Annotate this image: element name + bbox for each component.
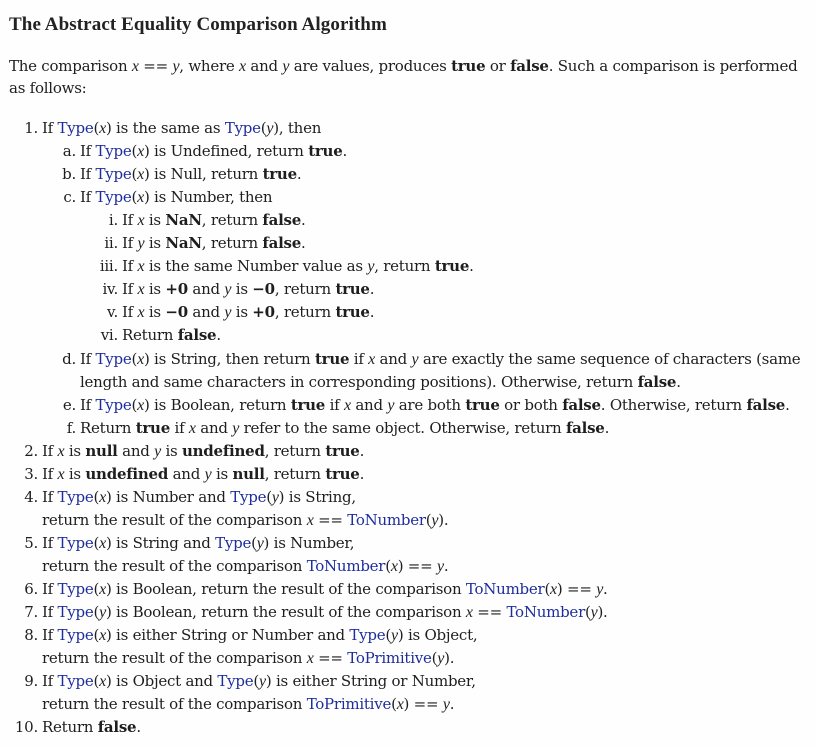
algorithm-step-line — [0, 556, 448, 577]
variable-y: y — [387, 396, 395, 414]
text-run: ) is String, — [278, 487, 356, 506]
text-run: are exactly the same sequence of characters (same — [418, 349, 801, 368]
intro-paragraph-continued — [9, 78, 86, 98]
variable-y: y — [204, 465, 212, 483]
keyword: true — [325, 464, 360, 483]
text-run: ) is Object, — [397, 626, 478, 645]
text-run: and — [168, 464, 205, 483]
variable-x: x — [99, 488, 106, 506]
text-run: . — [604, 418, 610, 437]
text-run: If — [80, 188, 96, 207]
text-run: refer to the same object. Otherwise, return — [239, 418, 566, 437]
type-link[interactable]: Type — [57, 626, 94, 645]
keyword: true — [451, 57, 486, 75]
variable-x: x — [343, 396, 351, 414]
variable-y: y — [154, 442, 161, 460]
algorithm-step-line — [0, 279, 374, 300]
type-link[interactable]: Type — [95, 349, 132, 368]
keyword: true — [290, 395, 326, 414]
tonumber-link[interactable]: ToNumber — [506, 603, 585, 622]
text-run: . — [301, 211, 306, 230]
variable-x: x — [131, 58, 139, 75]
text-run: If — [42, 603, 58, 622]
text-run: return the result of the comparison — [42, 556, 307, 575]
text-run: ( — [385, 626, 391, 645]
text-run: . — [443, 556, 449, 575]
variable-x: x — [137, 166, 144, 184]
step-marker: 5. — [24, 533, 38, 552]
text-run: is — [144, 303, 166, 322]
variable-x: x — [137, 396, 144, 414]
text-run: if — [349, 349, 369, 368]
tonumber-link[interactable]: ToNumber — [465, 580, 545, 598]
text-run: is — [144, 211, 166, 230]
text-run: as follows: — [9, 79, 87, 97]
variable-x: x — [99, 673, 106, 691]
text-run: ). — [438, 510, 449, 529]
step-marker: d. — [62, 349, 76, 368]
variable-x: x — [57, 442, 65, 460]
keyword: false — [510, 57, 549, 75]
text-run: ( — [253, 672, 259, 691]
text-run: return the result of the comparison — [42, 695, 307, 714]
text-run: If — [42, 580, 58, 598]
text-run: Return — [42, 718, 98, 737]
page-title: The Abstract Equality Comparison Algorithm — [9, 14, 387, 35]
text-run: ( — [131, 349, 138, 368]
keyword: false — [262, 211, 302, 230]
step-marker: 10. — [14, 718, 38, 737]
keyword: true — [308, 142, 343, 161]
text-run: ) is Number and — [105, 487, 231, 506]
text-run: ) == — [556, 580, 597, 598]
text-run: If — [122, 257, 138, 276]
text-run: , return — [201, 211, 263, 230]
keyword: true — [135, 418, 170, 437]
text-run: ( — [93, 119, 100, 137]
variable-y: y — [99, 604, 106, 622]
text-run: or — [485, 57, 511, 75]
keyword: false — [565, 418, 605, 437]
text-run: If — [122, 211, 138, 230]
text-run: If — [42, 533, 58, 552]
text-run: , return — [274, 280, 336, 299]
step-marker: 6. — [24, 580, 38, 598]
variable-x: x — [99, 120, 106, 137]
variable-y: y — [259, 673, 266, 691]
variable-y: y — [442, 696, 450, 714]
variable-y: y — [256, 534, 264, 552]
algorithm-step-line — [0, 625, 477, 646]
toprimitive-link[interactable]: ToPrimitive — [347, 649, 432, 668]
text-run: and — [350, 395, 388, 414]
text-run: ( — [93, 533, 100, 552]
variable-y: y — [590, 604, 598, 622]
algorithm-step-line — [0, 441, 364, 462]
text-run: , return — [264, 464, 326, 483]
text-run: Return — [80, 418, 136, 437]
text-run: ( — [93, 626, 100, 645]
text-run: is — [144, 280, 166, 299]
text-run: If — [80, 395, 96, 414]
algorithm-step-line — [0, 164, 301, 185]
keyword: true — [325, 441, 360, 460]
variable-x: x — [137, 212, 145, 230]
text-run: ) is Boolean, return — [143, 395, 291, 414]
variable-y: y — [172, 58, 180, 75]
text-run: is — [144, 234, 166, 253]
keyword: NaN — [165, 211, 202, 230]
variable-y: y — [137, 235, 145, 253]
variable-x: x — [137, 189, 144, 207]
algorithm-step-line — [0, 187, 272, 208]
text-run: ) is String and — [105, 533, 216, 552]
text-run: ) == — [403, 695, 443, 714]
variable-y: y — [411, 350, 419, 368]
type-link[interactable]: Type — [95, 188, 132, 207]
variable-x: x — [239, 58, 246, 75]
step-marker: e. — [62, 395, 76, 414]
text-run: , where — [179, 57, 240, 75]
text-run: . — [369, 280, 375, 299]
text-run: == — [138, 57, 173, 75]
text-run: ( — [266, 487, 272, 506]
text-run: or both — [499, 395, 563, 414]
text-run: . — [676, 372, 681, 391]
type-link[interactable]: Type — [215, 533, 252, 552]
text-run: ( — [93, 487, 100, 506]
type-link[interactable]: Type — [349, 626, 386, 645]
text-run: ). — [597, 603, 608, 622]
text-run: == — [472, 603, 507, 622]
variable-x: x — [306, 511, 314, 529]
variable-x: x — [99, 581, 106, 598]
type-link[interactable]: Type — [57, 487, 94, 506]
text-run: If — [42, 626, 58, 645]
variable-y: y — [232, 419, 240, 437]
variable-x: x — [99, 534, 106, 552]
keyword: false — [177, 326, 217, 345]
step-marker: b. — [62, 165, 76, 184]
text-run: ) is Number, then — [143, 188, 273, 207]
text-run: ( — [391, 695, 397, 714]
text-run: length and same characters in corresponding positions). Otherwise, return — [80, 372, 638, 391]
text-run: . — [369, 303, 375, 322]
type-link[interactable]: Type — [95, 395, 132, 414]
text-run: are both — [394, 395, 466, 414]
keyword: true — [335, 303, 370, 322]
text-run: If — [42, 119, 58, 137]
step-marker: iv. — [102, 280, 118, 299]
text-run: are values, produces — [289, 57, 452, 75]
text-run: ( — [131, 395, 138, 414]
algorithm-step-line — [0, 210, 306, 231]
text-run: ( — [131, 188, 138, 207]
variable-x: x — [368, 350, 376, 368]
variable-y: y — [391, 627, 398, 645]
variable-y: y — [436, 557, 444, 575]
text-run: . — [469, 257, 474, 276]
keyword: NaN — [165, 234, 202, 253]
algorithm-step-line — [0, 579, 608, 600]
type-link[interactable]: Type — [95, 142, 132, 161]
step-marker: vi. — [100, 326, 118, 345]
variable-x: x — [137, 304, 145, 322]
text-run: ( — [131, 142, 138, 161]
keyword: null — [232, 464, 265, 483]
text-run: and — [187, 280, 225, 299]
text-run: and — [245, 57, 283, 75]
keyword: false — [97, 718, 137, 737]
variable-x: x — [396, 696, 404, 714]
text-run: If — [42, 441, 58, 460]
algorithm-step-line — [0, 349, 800, 370]
text-run: ( — [93, 603, 100, 622]
step-marker: c. — [63, 188, 76, 207]
algorithm-step-line — [0, 141, 347, 162]
tonumber-link[interactable]: ToNumber — [306, 556, 386, 575]
step-marker: 2. — [24, 441, 38, 460]
keyword: false — [262, 234, 302, 253]
keyword: false — [746, 395, 786, 414]
keyword: true — [262, 165, 297, 184]
text-run: is — [231, 303, 253, 322]
text-run: . — [296, 165, 302, 184]
keyword: −0 — [252, 280, 275, 299]
keyword: false — [637, 372, 677, 391]
algorithm-step-line — [0, 533, 354, 554]
step-marker: 1. — [24, 119, 38, 137]
text-run: . — [301, 234, 306, 253]
text-run: , return — [201, 234, 263, 253]
text-run: . — [342, 142, 348, 161]
step-marker: ii. — [104, 234, 118, 253]
text-run: is the same Number value as — [144, 257, 368, 276]
algorithm-step-line — [0, 325, 221, 345]
text-run: ) is the same as — [105, 119, 225, 137]
type-link[interactable]: Type — [95, 165, 132, 184]
type-link[interactable]: Type — [224, 119, 261, 137]
variable-y: y — [271, 488, 279, 506]
algorithm-step-line — [0, 256, 474, 277]
intro-paragraph — [9, 56, 797, 77]
text-run: ) is either String or Number, — [265, 672, 476, 691]
keyword: true — [465, 395, 500, 414]
text-run: ) is either String or Number and — [105, 626, 350, 645]
text-run: Return — [122, 326, 178, 345]
algorithm-step-line — [0, 510, 448, 531]
algorithm-step-line — [0, 302, 374, 323]
text-run: ) is Boolean, return the result of the comparison — [105, 580, 466, 598]
text-run: ( — [385, 556, 391, 575]
step-marker: 7. — [24, 603, 38, 622]
type-link[interactable]: Type — [57, 119, 94, 137]
text-run: and — [117, 441, 155, 460]
variable-x: x — [137, 258, 145, 276]
type-link[interactable]: Type — [57, 603, 94, 622]
text-run: . Such a comparison is performed — [548, 57, 798, 75]
algorithm-step-line — [0, 418, 609, 439]
algorithm-step-line — [0, 118, 321, 139]
variable-y: y — [367, 258, 375, 276]
text-run: , return — [264, 441, 326, 460]
step-marker: 4. — [24, 487, 38, 506]
variable-x: x — [390, 557, 398, 575]
keyword: −0 — [165, 303, 188, 322]
text-run: ) is Boolean, return the result of the comparison — [105, 603, 466, 622]
keyword: true — [314, 349, 350, 368]
type-link[interactable]: Type — [230, 487, 267, 506]
algorithm-step-line — [0, 372, 681, 392]
variable-x: x — [137, 281, 145, 299]
text-run: return the result of the comparison — [42, 510, 307, 529]
variable-y: y — [437, 650, 445, 668]
variable-x: x — [550, 581, 557, 598]
text-run: ) is Number, — [263, 533, 355, 552]
text-run: ( — [431, 649, 438, 668]
text-run: ( — [93, 580, 100, 598]
text-run: is — [211, 464, 233, 483]
text-run: The comparison — [9, 57, 132, 75]
algorithm-step-line — [0, 395, 790, 416]
variable-x: x — [57, 465, 65, 483]
keyword: undefined — [182, 441, 265, 460]
text-run: and — [195, 418, 233, 437]
text-run: return the result of the comparison — [42, 649, 307, 668]
algorithm-step-line — [0, 464, 364, 485]
text-run: . — [216, 326, 221, 345]
text-run: is — [64, 441, 86, 460]
text-run: ( — [425, 510, 432, 529]
keyword: +0 — [252, 303, 275, 322]
text-run: ( — [93, 672, 100, 691]
text-run: . — [359, 441, 365, 460]
variable-y: y — [596, 581, 604, 598]
text-run: == — [313, 649, 348, 668]
text-run: If — [122, 280, 138, 299]
text-run: is — [64, 464, 86, 483]
text-run: , return — [274, 303, 336, 322]
text-run: If — [80, 165, 96, 184]
text-run: ) is Undefined, return — [143, 142, 309, 161]
type-link[interactable]: Type — [217, 672, 254, 691]
text-run: If — [122, 234, 138, 253]
text-run: . — [449, 695, 455, 714]
text-run: ( — [260, 119, 267, 137]
text-run: , return — [374, 257, 435, 276]
variable-x: x — [465, 604, 473, 622]
text-run: If — [122, 303, 138, 322]
type-link[interactable]: Type — [57, 533, 94, 552]
text-run: . — [136, 718, 141, 737]
step-marker: 8. — [24, 626, 38, 645]
text-run: ( — [131, 165, 138, 184]
text-run: . — [603, 580, 608, 598]
text-run: ( — [251, 533, 257, 552]
text-run: ) is String, then return — [143, 349, 315, 368]
step-marker: a. — [62, 142, 76, 161]
variable-y: y — [266, 120, 274, 137]
text-run: . Otherwise, return — [600, 395, 747, 414]
text-run: ) is Null, return — [143, 165, 263, 184]
variable-y: y — [431, 511, 439, 529]
algorithm-step-line — [0, 487, 356, 508]
keyword: true — [335, 280, 370, 299]
step-marker: i. — [108, 211, 118, 230]
text-run: If — [42, 487, 58, 506]
algorithm-step-line — [0, 671, 476, 692]
text-run: . — [785, 395, 790, 414]
text-run: and — [375, 349, 412, 368]
type-link[interactable]: Type — [57, 672, 94, 691]
toprimitive-link[interactable]: ToPrimitive — [306, 695, 392, 714]
algorithm-step-line — [0, 694, 454, 715]
algorithm-step-line — [0, 648, 454, 669]
text-run: if — [170, 418, 189, 437]
step-marker: 9. — [24, 672, 38, 691]
text-run: and — [187, 303, 225, 322]
text-run: is — [160, 441, 182, 460]
keyword: null — [85, 441, 118, 460]
text-run: If — [80, 142, 96, 161]
variable-y: y — [282, 58, 290, 75]
algorithm-step-line — [0, 233, 306, 254]
variable-x: x — [306, 650, 314, 668]
variable-y: y — [224, 304, 232, 322]
text-run: ), then — [273, 119, 322, 137]
variable-x: x — [99, 627, 106, 645]
text-run: ( — [544, 580, 551, 598]
step-marker: 3. — [24, 464, 38, 483]
text-run: if — [325, 395, 344, 414]
keyword: true — [434, 257, 470, 276]
step-marker: v. — [107, 303, 118, 322]
text-run: is — [231, 280, 253, 299]
keyword: false — [562, 395, 601, 414]
text-run: ) == — [397, 556, 437, 575]
algorithm-step-line — [0, 602, 608, 623]
variable-y: y — [224, 281, 232, 299]
step-marker: iii. — [99, 257, 118, 276]
text-run: ) is Object and — [105, 672, 218, 691]
text-run: == — [313, 510, 348, 529]
tonumber-link[interactable]: ToNumber — [347, 510, 426, 529]
text-run: ( — [584, 603, 591, 622]
keyword: +0 — [165, 280, 188, 299]
text-run: ). — [444, 649, 455, 668]
variable-x: x — [137, 350, 144, 368]
text-run: . — [359, 464, 365, 483]
text-run: If — [80, 349, 96, 368]
algorithm-step-line — [0, 717, 141, 737]
text-run: If — [42, 672, 58, 691]
variable-x: x — [188, 419, 196, 437]
keyword: undefined — [85, 464, 169, 483]
step-marker: f. — [66, 418, 76, 437]
variable-x: x — [137, 143, 144, 161]
type-link[interactable]: Type — [57, 580, 94, 598]
text-run: If — [42, 464, 58, 483]
